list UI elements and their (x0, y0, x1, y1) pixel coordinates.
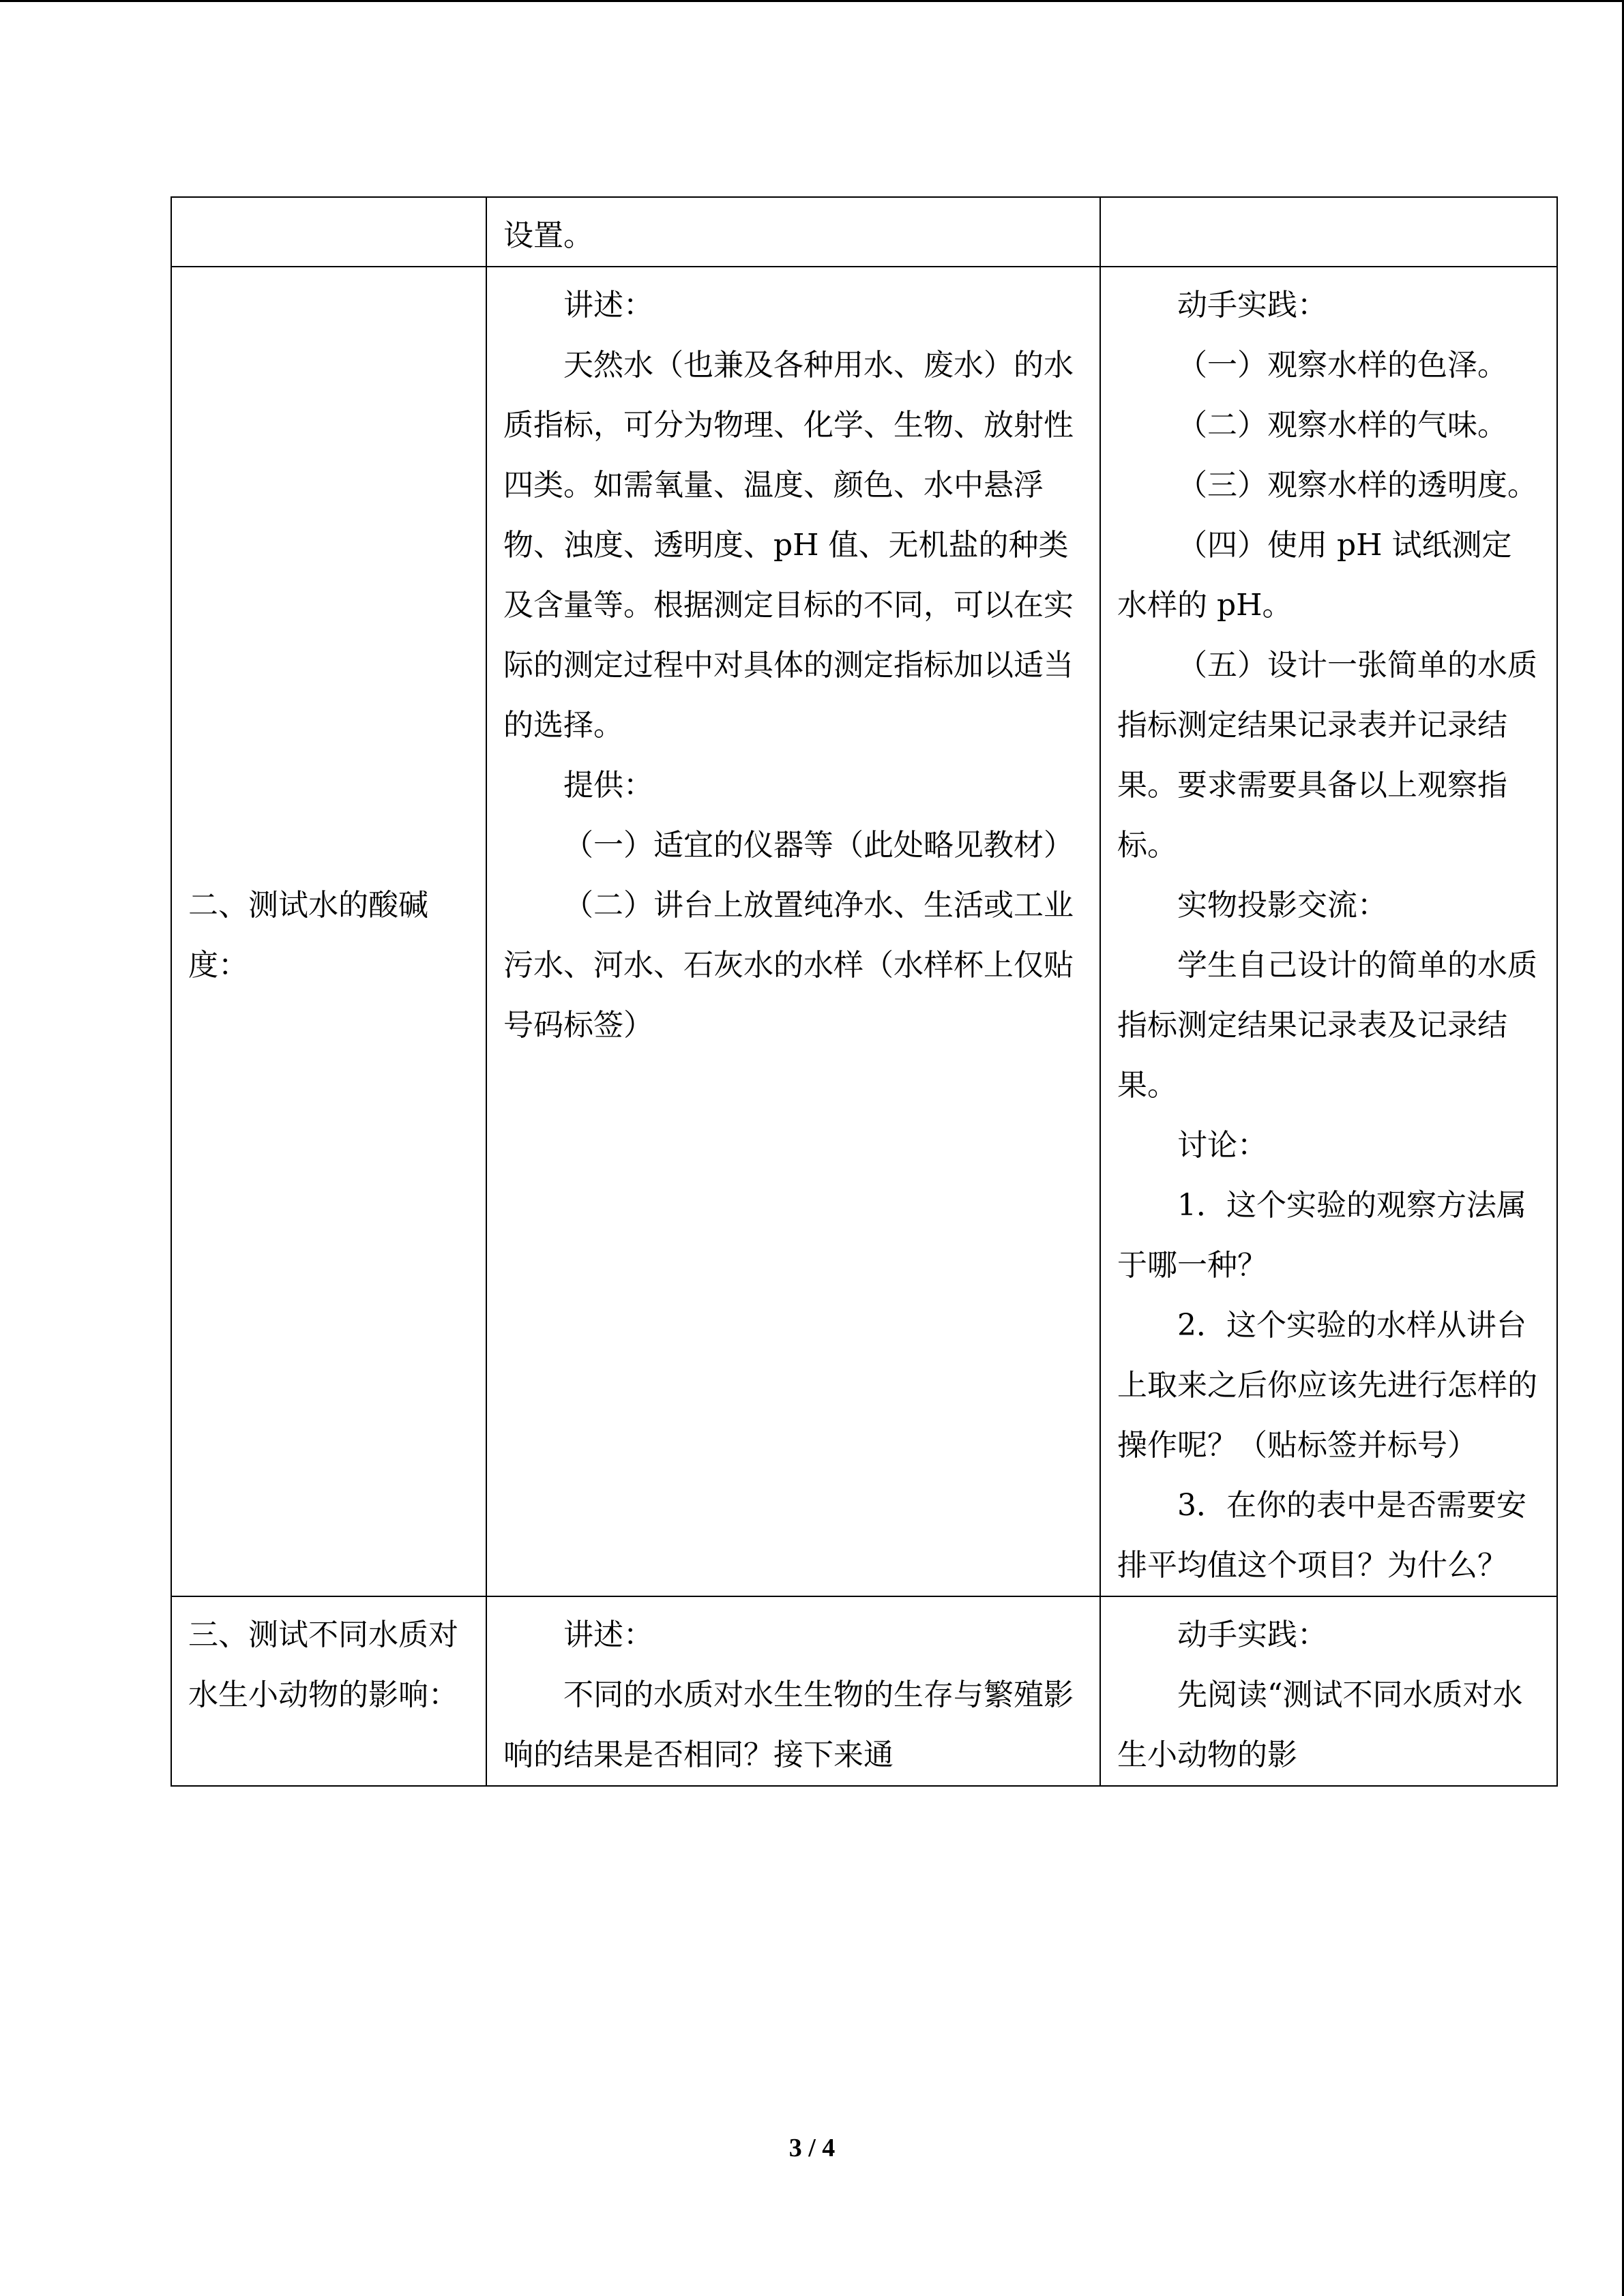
stage-label: 三、测试不同水质对水生小动物的影响： (188, 1617, 458, 1712)
student-paragraph: 实物投影交流： (1177, 888, 1387, 923)
student-paragraph: （二）观察水样的气味。 (1177, 408, 1507, 443)
table-row (171, 267, 1557, 1596)
lesson-plan-table (171, 196, 1558, 1787)
student-paragraph: 先阅读“测试不同水质对水生小动物的影 (1117, 1678, 1523, 1772)
table-cell-stage (171, 197, 486, 267)
student-paragraph: 学生自己设计的简单的水质指标测定结果记录表及记录结果。 (1117, 948, 1537, 1103)
student-paragraph: 1．这个实验的观察方法属于哪一种？ (1117, 1188, 1526, 1283)
table-row (171, 197, 1557, 267)
page-number: 3 / 4 (788, 2134, 836, 2162)
teacher-paragraph: 讲述： (563, 1617, 653, 1652)
table-cell-teacher (486, 267, 1100, 1596)
teacher-paragraph: 提供： (563, 768, 653, 803)
stage-label: 二、测试水的酸碱度： (188, 888, 428, 983)
student-paragraph: 动手实践： (1177, 1617, 1327, 1652)
table-cell-teacher (486, 197, 1100, 267)
table-cell-stage (171, 1596, 486, 1786)
table-cell-student (1100, 1596, 1557, 1786)
student-paragraph: 动手实践： (1177, 288, 1327, 323)
page-top-rule (0, 0, 1624, 2)
teacher-paragraph: （二）讲台上放置纯净水、生活或工业污水、河水、石灰水的水样（水样杯上仅贴号码标签） (503, 888, 1074, 1043)
table-cell-student (1100, 197, 1557, 267)
table-cell-student (1100, 267, 1557, 1596)
table-cell-teacher (486, 1596, 1100, 1786)
teacher-paragraph: 天然水（也兼及各种用水、废水）的水质指标，可分为物理、化学、生物、放射性四类。如需氧量、温度、颜色、水中悬浮物、浊度、透明度、pH 值、无机盐的种类及含量等。根据测定目标的不同，可以在实际的测定过程中对具体的测定指标加以适当的选择。 (503, 348, 1074, 743)
table-row (171, 1596, 1557, 1786)
student-paragraph: 3．在你的表中是否需要安排平均值这个项目？为什么？ (1117, 1488, 1526, 1583)
student-paragraph: 2．这个实验的水样从讲台上取来之后你应该先进行怎样的操作呢？（贴标签并标号） (1117, 1308, 1537, 1463)
student-paragraph: （三）观察水样的透明度。 (1177, 468, 1537, 503)
student-paragraph: （五）设计一张简单的水质指标测定结果记录表并记录结果。要求需要具备以上观察指标。 (1117, 648, 1537, 863)
student-paragraph: 讨论： (1177, 1128, 1267, 1163)
student-paragraph: （一）观察水样的色泽。 (1177, 348, 1507, 383)
teacher-paragraph: （一）适宜的仪器等（此处略见教材） (563, 828, 1074, 863)
teacher-paragraph: 不同的水质对水生生物的生存与繁殖影响的结果是否相同？接下来通 (503, 1678, 1074, 1772)
teacher-paragraph: 讲述： (563, 288, 653, 323)
table-cell-stage (171, 267, 486, 1596)
teacher-text: 设置。 (503, 218, 593, 253)
student-paragraph: （四）使用 pH 试纸测定水样的 pH。 (1117, 528, 1512, 623)
